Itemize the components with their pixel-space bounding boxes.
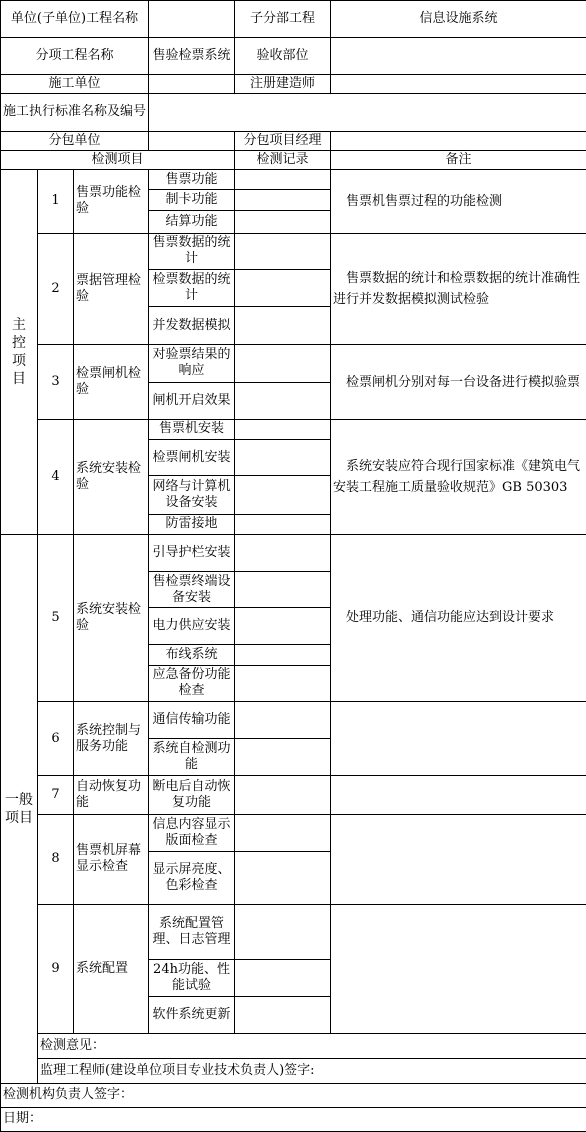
record-cell[interactable] [235,382,331,419]
record-cell[interactable] [235,419,331,439]
record-cell[interactable] [235,814,331,851]
col-remarks-header: 备注 [331,151,586,170]
main-group-label: 主 控 项 目 [1,170,38,535]
sub-item: 系统配置管理、日志管理 [149,905,235,959]
supervisor-signature[interactable]: 监理工程师(建设单位项目专业技术负责人)签字: [38,1059,586,1084]
sub-item: 网络与计算机设备安装 [149,476,235,514]
item-note [331,776,586,814]
subcontractor-label: 分包单位 [1,131,149,150]
sub-division-label: 子分部工程 [235,1,331,38]
sub-item: 引导护栏安装 [149,534,235,571]
record-cell[interactable] [235,211,331,233]
item-no: 4 [38,419,74,534]
item-no: 2 [38,233,74,345]
record-cell[interactable] [235,776,331,814]
item-name: 系统控制与服务功能 [74,701,149,776]
agency-head-signature[interactable]: 检测机构负责人签字： [1,1084,586,1107]
record-cell[interactable] [235,701,331,738]
record-cell[interactable] [235,439,331,475]
subcontractor-value[interactable] [149,131,235,150]
sub-item: 24h功能、性能试验 [149,959,235,996]
record-cell[interactable] [235,608,331,645]
sub-item: 断电后自动恢复功能 [149,776,235,814]
construction-unit-value[interactable] [149,74,235,93]
unit-project-label: 单位(子单位)工程名称 [1,1,149,38]
item-no: 9 [38,905,74,1034]
item-name: 系统配置 [74,905,149,1034]
record-cell[interactable] [235,269,331,306]
item-name: 系统安装检验 [74,534,149,701]
registered-builder-label: 注册建造师 [235,74,331,93]
inspection-opinion[interactable]: 检测意见： [38,1034,586,1059]
sub-item: 售票数据的统计 [149,233,235,269]
item-name: 票据管理检验 [74,233,149,345]
sub-item: 通信传输功能 [149,701,235,738]
sub-item: 信息内容显示版面检查 [149,814,235,851]
record-cell[interactable] [235,959,331,996]
item-note [331,905,586,1034]
sub-item: 显示屏亮度、色彩检查 [149,851,235,904]
item-project-label: 分项工程名称 [1,38,149,74]
sub-manager-value[interactable] [331,131,586,150]
record-cell[interactable] [235,851,331,904]
item-no: 6 [38,701,74,776]
record-cell[interactable] [235,571,331,607]
sub-item: 电力供应安装 [149,608,235,645]
item-no: 1 [38,170,74,233]
acceptance-part-value[interactable] [331,38,586,74]
item-note: 系统安装应符合现行国家标准《建筑电气安装工程施工质量验收规范》GB 50303 [331,419,586,534]
sub-item: 检票闸机安装 [149,439,235,475]
record-cell[interactable] [235,307,331,345]
construction-unit-label: 施工单位 [1,74,149,93]
item-note [331,814,586,905]
acceptance-part-label: 验收部位 [235,38,331,74]
record-cell[interactable] [235,476,331,514]
sub-division-value[interactable]: 信息设施系统 [331,1,586,38]
item-name: 自动恢复功能 [74,776,149,814]
item-project-value[interactable]: 售验检票系统 [149,38,235,74]
item-no: 5 [38,534,74,701]
sub-item: 软件系统更新 [149,996,235,1033]
item-note: 检票闸机分别对每一台设备进行模拟验票 [331,345,586,420]
sub-item: 闸机开启效果 [149,382,235,419]
sub-manager-label: 分包项目经理 [235,131,331,150]
standard-value[interactable] [149,93,586,131]
unit-project-value[interactable] [149,1,235,38]
record-cell[interactable] [235,345,331,382]
item-note: 售票机售票过程的功能检测 [331,170,586,233]
registered-builder-value[interactable] [331,74,586,93]
sub-item: 防雷接地 [149,514,235,534]
record-cell[interactable] [235,996,331,1033]
item-note: 售票数据的统计和检票数据的统计准确性进行并发数据模拟测试检验 [331,233,586,345]
record-cell[interactable] [235,514,331,534]
date-field[interactable]: 日期： [1,1107,586,1131]
item-no: 8 [38,814,74,905]
record-cell[interactable] [235,739,331,776]
sub-item: 布线系统 [149,645,235,665]
item-name: 售票机屏幕显示检查 [74,814,149,905]
sub-item: 检票数据的统计 [149,269,235,306]
item-note [331,701,586,776]
sub-item: 并发数据模拟 [149,307,235,345]
col-items-header: 检测项目 [1,151,235,170]
sub-item: 售票机安装 [149,419,235,439]
item-name: 售票功能检验 [74,170,149,233]
item-name: 系统安装检验 [74,419,149,534]
record-cell[interactable] [235,905,331,959]
record-cell[interactable] [235,190,331,211]
sub-item: 应急备份功能检查 [149,665,235,701]
record-cell[interactable] [235,645,331,665]
sub-item: 对验票结果的响应 [149,345,235,382]
standard-label: 施工执行标准名称及编号 [1,93,149,131]
sub-item: 结算功能 [149,211,235,233]
item-no: 3 [38,345,74,420]
record-cell[interactable] [235,233,331,269]
sub-item: 系统自检测功能 [149,739,235,776]
col-record-header: 检测记录 [235,151,331,170]
record-cell[interactable] [235,534,331,571]
sub-item: 售检票终端设备安装 [149,571,235,607]
sub-item: 制卡功能 [149,190,235,211]
sub-item: 售票功能 [149,170,235,190]
item-note: 处理功能、通信功能应达到设计要求 [331,534,586,701]
general-group-label: 一般 项目 [1,534,38,1084]
record-cell[interactable] [235,665,331,701]
item-no: 7 [38,776,74,814]
record-cell[interactable] [235,170,331,190]
item-name: 检票闸机检验 [74,345,149,420]
